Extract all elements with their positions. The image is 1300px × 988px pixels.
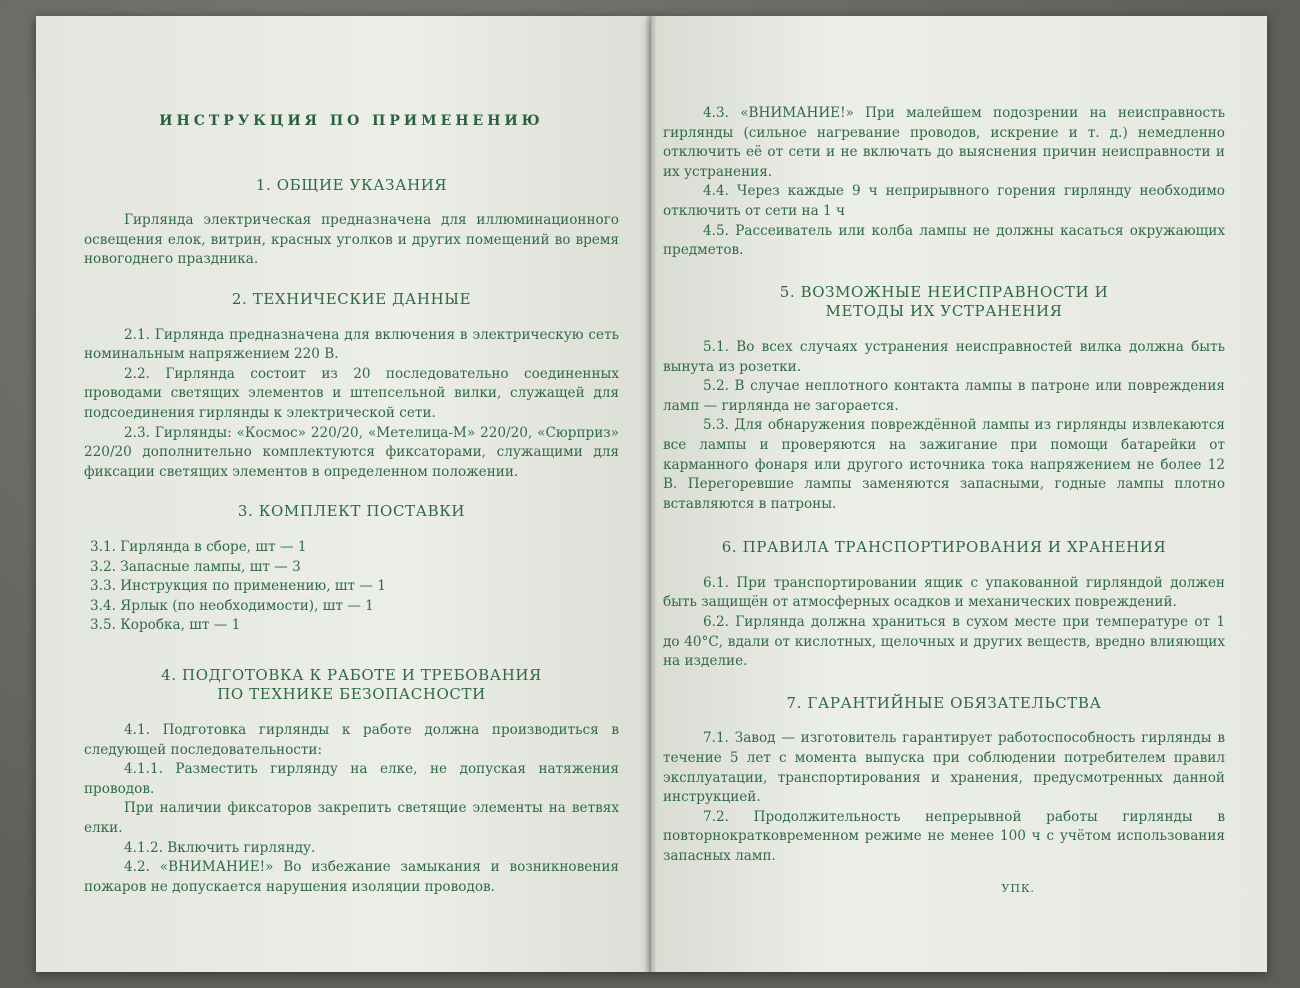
paragraph-5-2: 5.2. В случае неплотного контакта лампы в патроне или повреждения ламп — гирлянда не загорается. [663, 378, 1225, 414]
paragraph-6-2: 6.2. Гирлянда должна храниться в сухом месте при температуре от 1 до 40°С, вдали от кислотных, щелочных и других веществ, вредно влияющих на изделие. [663, 614, 1225, 670]
right-page [651, 16, 1267, 972]
paragraph-4-2: 4.2. «ВНИМАНИЕ!» Во избежание замыкания и возникновения пожаров не допускается нарушения изоляции проводов. [84, 859, 619, 895]
section-5-heading-line-2: МЕТОДЫ ИХ УСТРАНЕНИЯ [825, 302, 1063, 321]
delivery-list [84, 538, 619, 636]
right-page-content [663, 104, 1225, 898]
printer-mark: УПК. [1001, 881, 1035, 895]
section-5-heading-line-1: 5. ВОЗМОЖНЫЕ НЕИСПРАВНОСТИ И [779, 282, 1109, 301]
document-title: ИНСТРУКЦИЯ ПО ПРИМЕНЕНИЮ [159, 113, 544, 129]
list-item: 3.4. Ярлык (по необходимости), шт — 1 [90, 597, 374, 614]
paragraph-5-1: 5.1. Во всех случаях устранения неисправностей вилка должна быть вынута из розетки. [663, 338, 1225, 375]
paragraph-4-4: 4.4. Через каждые 9 ч неприрывного горения гирлянду необходимо отключить от сети на 1 ч [663, 183, 1225, 219]
paragraph-2-3: 2.3. Гирлянды: «Космос» 220/20, «Метелица-М» 220/20, «Сюрприз» 220/20 дополнительно комплектуются фиксаторами, служащими для фиксации светящих элементов в определенном положении. [84, 424, 619, 480]
paragraph-7-1: 7.1. Завод — изготовитель гарантирует работоспособность гирлянды в течение 5 лет с момента выпуска при соблюдении потребителем правил эксплуатации, транспортирования и хранения, предусмотренных данной инструкцией. [663, 730, 1225, 806]
page-fold [645, 16, 657, 972]
paragraph-5-3: 5.3. Для обнаружения повреждённой лампы из гирлянды извлекаются все лампы и проверяются на зажигание при помощи батарейки от карманного фонаря или другого источника тока напряжением не более 12 В. Перегоревшие лампы заменяются запасными, годные лампы плотно вставляются в патроны. [663, 417, 1225, 512]
left-page [36, 16, 651, 972]
section-7-heading: 7. ГАРАНТИЙНЫЕ ОБЯЗАТЕЛЬСТВА [786, 693, 1102, 712]
paragraph-1: Гирлянда электрическая предназначена для иллюминационного освещения елок, витрин, красных уголков и других помещений во время новогоднего праздника. [84, 212, 619, 268]
left-page-content [84, 104, 619, 897]
paragraph-7-2: 7.2. Продолжительность непрерывной работы гирлянды в повторнократковременном режиме не менее 100 ч с учётом использования запасных ламп. [663, 808, 1225, 864]
section-6-heading: 6. ПРАВИЛА ТРАНСПОРТИРОВАНИЯ И ХРАНЕНИЯ [721, 538, 1167, 557]
section-4-heading [84, 666, 619, 705]
section-1-heading: 1. ОБЩИЕ УКАЗАНИЯ [255, 175, 448, 194]
list-item: 3.2. Запасные лампы, шт — 3 [90, 558, 301, 575]
paragraph-2-1: 2.1. Гирлянда предназначена для включения в электрическую сеть номинальным напряжением 220 В. [84, 326, 619, 363]
paragraph-6-1: 6.1. При транспортировании ящик с упакованной гирляндой должен быть защищён от атмосферных осадков и механических повреждений. [663, 574, 1225, 611]
paragraph-4-5: 4.5. Рассеиватель или колба лампы не должны касаться окружающих предметов. [663, 222, 1225, 259]
paragraph-4-3: 4.3. «ВНИМАНИЕ!» При малейшем подозрении на неисправность гирлянды (сильное нагревание проводов, искрение и т. д.) немедленно отключить её от сети и не включать до выяснения причин неисправности и их устранения. [663, 105, 1225, 180]
section-4-heading-line-2: ПО ТЕХНИКЕ БЕЗОПАСНОСТИ [217, 685, 486, 704]
section-4-heading-line-1: 4. ПОДГОТОВКА К РАБОТЕ И ТРЕБОВАНИЯ [161, 665, 542, 684]
paragraph-4-1: 4.1. Подготовка гирлянды к работе должна производиться в следующей последовательности: [84, 722, 619, 758]
paragraph-2-2: 2.2. Гирлянда состоит из 20 последовательно соединенных проводами светящих элементов и штепсельной вилки, служащей для подсоединения гирлянды к электрической сети. [84, 365, 619, 421]
section-5-heading [663, 283, 1225, 322]
section-2-heading: 2. ТЕХНИЧЕСКИЕ ДАННЫЕ [231, 289, 472, 308]
list-item: 3.5. Коробка, шт — 1 [90, 617, 241, 634]
section-3-heading: 3. КОМПЛЕКТ ПОСТАВКИ [237, 502, 466, 521]
paragraph-4-1-1: 4.1.1. Разместить гирлянду на елке, не допуская натяжения проводов. [84, 761, 619, 797]
list-item: 3.3. Инструкция по применению, шт — 1 [90, 578, 386, 595]
list-item: 3.1. Гирлянда в сборе, шт — 1 [90, 538, 307, 555]
paragraph-4-1-1-note: При наличии фиксаторов закрепить светящие элементы на ветвях елки. [84, 800, 619, 837]
paragraph-4-1-2: 4.1.2. Включить гирлянду. [124, 839, 316, 856]
